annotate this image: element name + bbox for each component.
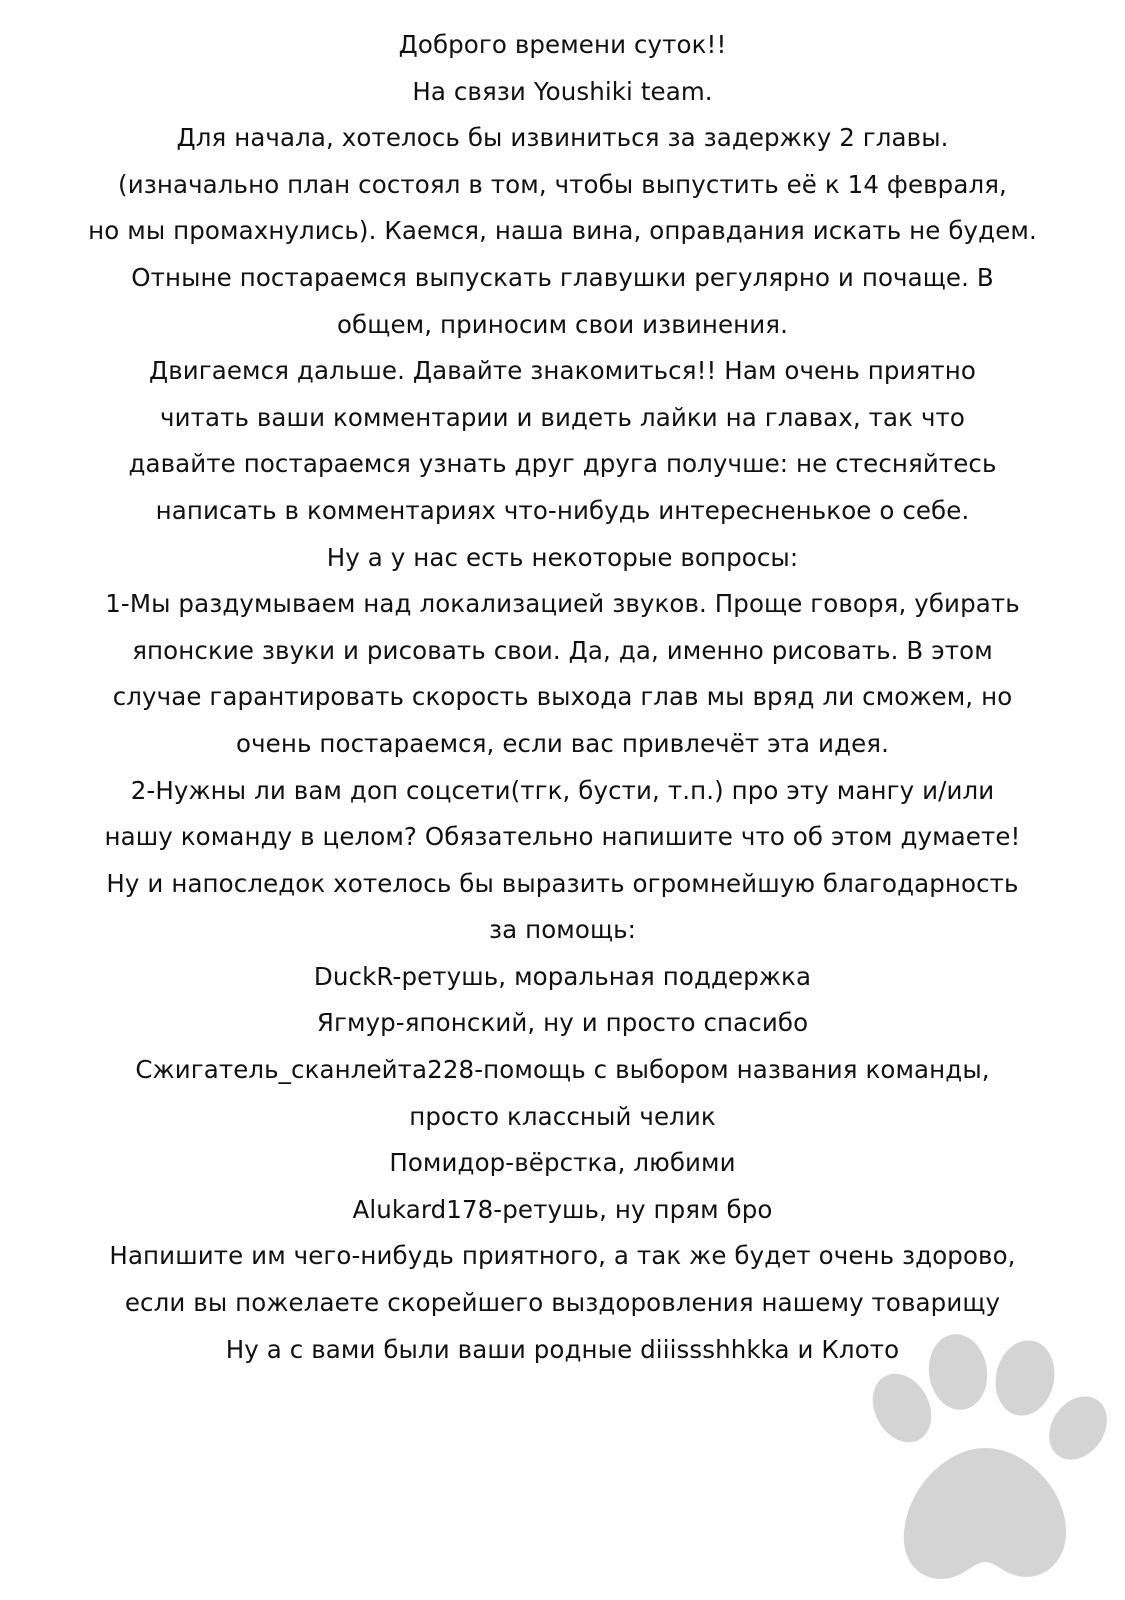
letter-line: Отныне постараемся выпускать главушки регулярно и почаще. В bbox=[131, 262, 994, 292]
paw-main-pad bbox=[904, 1448, 1066, 1579]
letter-line: Для начала, хотелось бы извиниться за задержку 2 главы. bbox=[176, 123, 949, 153]
paw-toe-2 bbox=[924, 1330, 992, 1413]
letter-line: Помидор-вёрстка, любими bbox=[389, 1148, 736, 1178]
letter-line: Ну а у нас есть некоторые вопросы: bbox=[326, 542, 799, 572]
letter-line: Двигаемся дальше. Давайте знакомиться!! Нам очень приятно bbox=[148, 356, 977, 386]
paw-toe-4 bbox=[1037, 1385, 1110, 1471]
letter-line: случае гарантировать скорость выхода глав мы вряд ли сможем, но bbox=[112, 682, 1013, 712]
letter-line: Ну а с вами были ваши родные diiissshhkka и Клото bbox=[225, 1334, 900, 1364]
letter-line: просто классный челик bbox=[409, 1101, 716, 1131]
letter-line: общем, приносим свои извинения. bbox=[336, 309, 789, 339]
letter-line: Alukard178-ретушь, ну прям бро bbox=[352, 1194, 773, 1224]
letter-line: читать ваши комментарии и видеть лайки на главах, так что bbox=[160, 402, 965, 432]
letter-line: Доброго времени суток!! bbox=[398, 30, 727, 59]
letter-line: но мы промахнулись). Каемся, наша вина, оправдания искать не будем. bbox=[88, 216, 1037, 246]
letter-line: 1-Мы раздумываем над локализацией звуков. Проще говоря, убирать bbox=[105, 589, 1020, 619]
letter-line: На связи Youshiki team. bbox=[412, 76, 713, 106]
letter-line: японские звуки и рисовать свои. Да, да, именно рисовать. В этом bbox=[132, 635, 993, 665]
letter-line: написать в комментариях что-нибудь интересненькое о себе. bbox=[155, 495, 970, 525]
letter-line: давайте постараемся узнать друг друга получше: не стесняйтесь bbox=[128, 449, 997, 479]
letter-line: Напишите им чего-нибудь приятного, а так же будет очень здорово, bbox=[109, 1241, 1016, 1271]
letter-line: нашу команду в целом? Обязательно напишите что об этом думаете! bbox=[104, 822, 1021, 852]
letter-line: Ягмур-японский, ну и просто спасибо bbox=[316, 1008, 809, 1038]
letter-line: 2-Нужны ли вам доп соцсети(тгк, бусти, т.п.) про эту мангу и/или bbox=[130, 775, 995, 805]
letter-line: если вы пожелаете скорейшего выздоровления нашему товарищу bbox=[124, 1288, 1001, 1318]
letter-text bbox=[20, 22, 1105, 1373]
letter-line: за помощь: bbox=[488, 915, 637, 945]
letter-line: Сжигатель_сканлейта228-помощь с выбором названия команды, bbox=[135, 1055, 990, 1085]
paw-toe-3 bbox=[989, 1335, 1062, 1421]
letter-line: (изначально план состоял в том, чтобы выпустить её к 14 февраля, bbox=[118, 169, 1007, 199]
letter-line: Ну и напоследок хотелось бы выразить огромнейшую благодарность bbox=[106, 868, 1019, 898]
letter-line: DuckR-ретушь, моральная поддержка bbox=[313, 961, 812, 991]
paw-print-icon bbox=[860, 1330, 1110, 1590]
letter-line: очень постараемся, если вас привлечёт эта идея. bbox=[235, 728, 890, 758]
